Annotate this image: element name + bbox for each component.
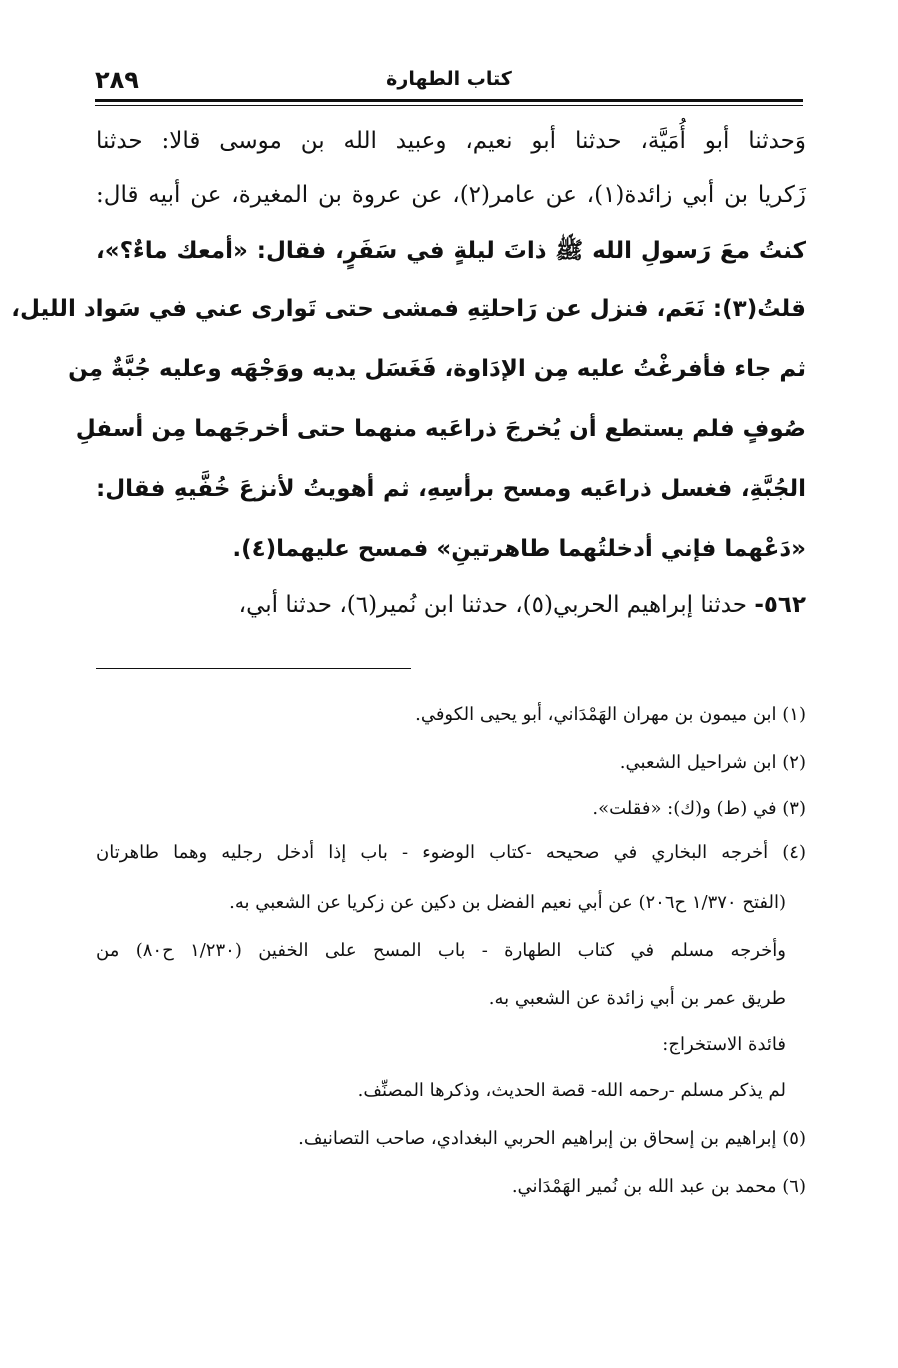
footnote-4-subheading: فائدة الاستخراج:	[662, 1034, 786, 1055]
body-line-4: قلتُ(٣): نَعَم، فنزل عن رَاحلتِهِ فمشى حتى تَوارى عني في سَواد الليل،	[11, 296, 806, 322]
body-line-6: صُوفٍ فلم يستطع أن يُخرجَ ذراعَيه منهما حتى أخرجَهما مِن أسفلِ	[75, 416, 806, 442]
footnote-3: (٣) في (ط) و(ك): «فقلت».	[592, 798, 806, 819]
page-number: ٢٨٩	[95, 66, 139, 94]
footnote-1: (١) ابن ميمون بن مهران الهَمْدَاني، أبو يحيى الكوفي.	[415, 704, 806, 725]
body-line-1: وَحدثنا أبو أُمَيَّة، حدثنا أبو نعيم، وعبيد الله بن موسى قالا: حدثنا	[96, 128, 806, 154]
footnote-4-line-3: وأخرجه مسلم في كتاب الطهارة - باب المسح على الخفين (١/٢٣٠ ح٨٠) من	[96, 940, 786, 961]
page-header	[95, 62, 803, 98]
footnote-6: (٦) محمد بن عبد الله بن نُمير الهَمْدَاني.	[511, 1176, 806, 1197]
body-line-2: زَكريا بن أبي زائدة(١)، عن عامر(٢)، عن عروة بن المغيرة، عن أبيه قال:	[96, 182, 806, 208]
body-line-3: كنتُ معَ رَسولِ الله ﷺ ذاتَ ليلةٍ في سَفَرٍ، فقال: «أمعك ماءٌ؟»،	[96, 238, 806, 264]
body-line-8: «دَعْهما فإني أدخلتُهما طاهرتينِ» فمسح عليهما(٤).	[232, 536, 806, 562]
running-title: كتاب الطهارة	[386, 68, 512, 90]
footnote-5: (٥) إبراهيم بن إسحاق بن إبراهيم الحربي البغدادي، صاحب التصانيف.	[298, 1128, 806, 1149]
hadith-number: ٥٦٢-	[754, 592, 806, 618]
hadith-text: حدثنا إبراهيم الحربي(٥)، حدثنا ابن نُمير(٦)، حدثنا أبي،	[238, 592, 748, 618]
footnote-4-line-4: طريق عمر بن أبي زائدة عن الشعبي به.	[488, 988, 786, 1009]
footnote-2: (٢) ابن شراحيل الشعبي.	[619, 752, 806, 773]
footnote-separator	[96, 668, 411, 669]
footnote-4-line-2: (الفتح ١/٣٧٠ ح٢٠٦) عن أبي نعيم الفضل بن دكين عن زكريا عن الشعبي به.	[229, 892, 786, 913]
body-line-5: ثم جاء فأفرغْتُ عليه مِن الإدَاوة، فَغَسَل يديه ووَجْهَه وعليه جُبَّةٌ مِن	[68, 356, 806, 382]
body-line-7: الجُبَّةِ، فغسل ذراعَيه ومسح برأسِهِ، ثم أهويتُ لأنزعَ خُفَّيهِ فقال:	[96, 476, 806, 502]
footnote-4-line-1: (٤) أخرجه البخاري في صحيحه -كتاب الوضوء - باب إذا أدخل رجليه وهما طاهرتان	[96, 842, 806, 863]
hadith-562-line	[96, 592, 806, 618]
footnote-4-note: لم يذكر مسلم -رحمه الله- قصة الحديث، وذكرها المصنِّف.	[357, 1080, 786, 1101]
header-rule-thick	[95, 99, 803, 102]
header-rule-thin	[95, 105, 803, 106]
